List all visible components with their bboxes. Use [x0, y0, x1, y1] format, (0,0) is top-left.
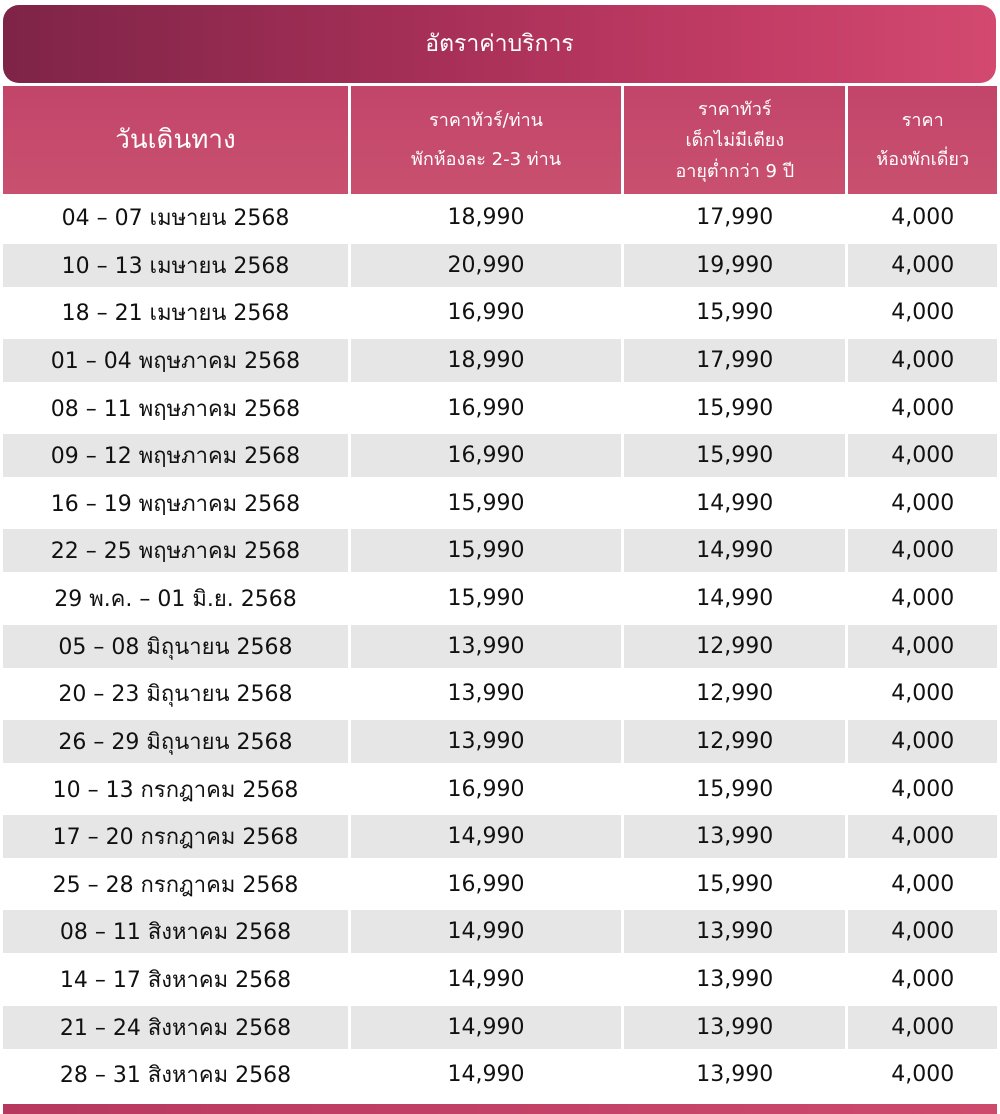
child-price-cell: 14,990 [621, 529, 845, 572]
single-room-cell: 4,000 [845, 672, 997, 715]
header-tour-price-line-2: พักห้องละ 2-3 ท่าน [411, 149, 562, 170]
table-row [3, 577, 997, 620]
child-price-cell: 15,990 [621, 768, 845, 811]
date-cell: 14 – 17 สิงหาคม 2568 [3, 958, 348, 1001]
single-room-cell: 4,000 [845, 1053, 997, 1096]
child-price-cell: 13,990 [621, 958, 845, 1001]
table-body [3, 196, 997, 1101]
page-title [3, 5, 996, 83]
tour-price-cell: 16,990 [348, 387, 621, 430]
date-cell: 17 – 20 กรกฎาคม 2568 [3, 815, 348, 858]
date-cell: 16 – 19 พฤษภาคม 2568 [3, 482, 348, 525]
date-cell: 20 – 23 มิถุนายน 2568 [3, 672, 348, 715]
child-price-cell: 17,990 [621, 339, 845, 382]
child-price-cell: 15,990 [621, 863, 845, 906]
child-price-cell: 15,990 [621, 434, 845, 477]
child-price-cell: 15,990 [621, 291, 845, 334]
tour-price-cell: 13,990 [348, 625, 621, 668]
single-room-cell: 4,000 [845, 910, 997, 953]
date-cell: 08 – 11 สิงหาคม 2568 [3, 910, 348, 953]
table-row [3, 1053, 997, 1096]
tour-price-cell: 18,990 [348, 339, 621, 382]
tour-price-cell: 14,990 [348, 815, 621, 858]
tour-price-cell: 13,990 [348, 672, 621, 715]
header-child-price-line-1: ราคาทัวร์ [698, 98, 772, 120]
tour-price-cell: 15,990 [348, 529, 621, 572]
table-row [3, 815, 997, 858]
tour-price-cell: 15,990 [348, 482, 621, 525]
date-cell: 25 – 28 กรกฎาคม 2568 [3, 863, 348, 906]
table-row [3, 672, 997, 715]
header-tour-price [348, 86, 621, 194]
header-single-room-line-2: ห้องพักเดี่ยว [876, 149, 970, 170]
single-room-cell: 4,000 [845, 625, 997, 668]
child-price-cell: 13,990 [621, 815, 845, 858]
tour-price-cell: 16,990 [348, 434, 621, 477]
child-price-cell: 17,990 [621, 196, 845, 239]
date-cell: 10 – 13 เมษายน 2568 [3, 244, 348, 287]
date-cell: 18 – 21 เมษายน 2568 [3, 291, 348, 334]
table-row [3, 387, 997, 430]
child-price-cell: 15,990 [621, 387, 845, 430]
date-cell: 22 – 25 พฤษภาคม 2568 [3, 529, 348, 572]
table-row [3, 910, 997, 953]
date-cell: 04 – 07 เมษายน 2568 [3, 196, 348, 239]
child-price-cell: 13,990 [621, 1053, 845, 1096]
table-row [3, 720, 997, 763]
child-price-cell: 19,990 [621, 244, 845, 287]
header-child-price-line-3: อายุต่ำกว่า 9 ปี [675, 160, 795, 182]
single-room-cell: 4,000 [845, 244, 997, 287]
tour-price-cell: 13,990 [348, 720, 621, 763]
single-room-cell: 4,000 [845, 815, 997, 858]
title-text: อัตราค่าบริการ [425, 31, 574, 57]
child-price-cell: 12,990 [621, 625, 845, 668]
table-row [3, 958, 997, 1001]
single-room-cell: 4,000 [845, 1006, 997, 1049]
date-cell: 26 – 29 มิถุนายน 2568 [3, 720, 348, 763]
table-header [3, 86, 997, 194]
child-price-cell: 14,990 [621, 577, 845, 620]
single-room-cell: 4,000 [845, 482, 997, 525]
table-row [3, 625, 997, 668]
header-date [3, 86, 348, 194]
single-room-cell: 4,000 [845, 958, 997, 1001]
tour-price-cell: 20,990 [348, 244, 621, 287]
tour-price-cell: 15,990 [348, 577, 621, 620]
tour-price-cell: 14,990 [348, 1053, 621, 1096]
single-room-cell: 4,000 [845, 720, 997, 763]
single-room-cell: 4,000 [845, 291, 997, 334]
child-price-cell: 13,990 [621, 1006, 845, 1049]
date-cell: 01 – 04 พฤษภาคม 2568 [3, 339, 348, 382]
header-single-room [845, 86, 997, 194]
date-cell: 10 – 13 กรกฎาคม 2568 [3, 768, 348, 811]
table-row [3, 768, 997, 811]
table-row [3, 434, 997, 477]
date-cell: 29 พ.ค. – 01 มิ.ย. 2568 [3, 577, 348, 620]
tour-price-cell: 14,990 [348, 910, 621, 953]
header-child-price [621, 86, 845, 194]
header-date-label: วันเดินทาง [115, 124, 236, 155]
date-cell: 28 – 31 สิงหาคม 2568 [3, 1053, 348, 1096]
bottom-bar [3, 1104, 997, 1114]
table-row [3, 339, 997, 382]
header-tour-price-line-1: ราคาทัวร์/ท่าน [429, 110, 543, 131]
tour-price-cell: 16,990 [348, 768, 621, 811]
table-row [3, 291, 997, 334]
child-price-cell: 12,990 [621, 672, 845, 715]
tour-price-cell: 16,990 [348, 863, 621, 906]
table-row [3, 1006, 997, 1049]
single-room-cell: 4,000 [845, 339, 997, 382]
date-cell: 05 – 08 มิถุนายน 2568 [3, 625, 348, 668]
single-room-cell: 4,000 [845, 577, 997, 620]
table-row [3, 529, 997, 572]
date-cell: 09 – 12 พฤษภาคม 2568 [3, 434, 348, 477]
child-price-cell: 13,990 [621, 910, 845, 953]
single-room-cell: 4,000 [845, 387, 997, 430]
single-room-cell: 4,000 [845, 529, 997, 572]
single-room-cell: 4,000 [845, 768, 997, 811]
header-single-room-line-1: ราคา [901, 110, 944, 131]
tour-price-cell: 14,990 [348, 958, 621, 1001]
single-room-cell: 4,000 [845, 434, 997, 477]
date-cell: 08 – 11 พฤษภาคม 2568 [3, 387, 348, 430]
date-cell: 21 – 24 สิงหาคม 2568 [3, 1006, 348, 1049]
tour-price-cell: 14,990 [348, 1006, 621, 1049]
header-child-price-line-2: เด็กไม่มีเตียง [685, 129, 785, 151]
tour-price-cell: 16,990 [348, 291, 621, 334]
table-row [3, 196, 997, 239]
table-row [3, 863, 997, 906]
table-row [3, 482, 997, 525]
single-room-cell: 4,000 [845, 196, 997, 239]
tour-price-cell: 18,990 [348, 196, 621, 239]
child-price-cell: 12,990 [621, 720, 845, 763]
child-price-cell: 14,990 [621, 482, 845, 525]
single-room-cell: 4,000 [845, 863, 997, 906]
table-row [3, 244, 997, 287]
